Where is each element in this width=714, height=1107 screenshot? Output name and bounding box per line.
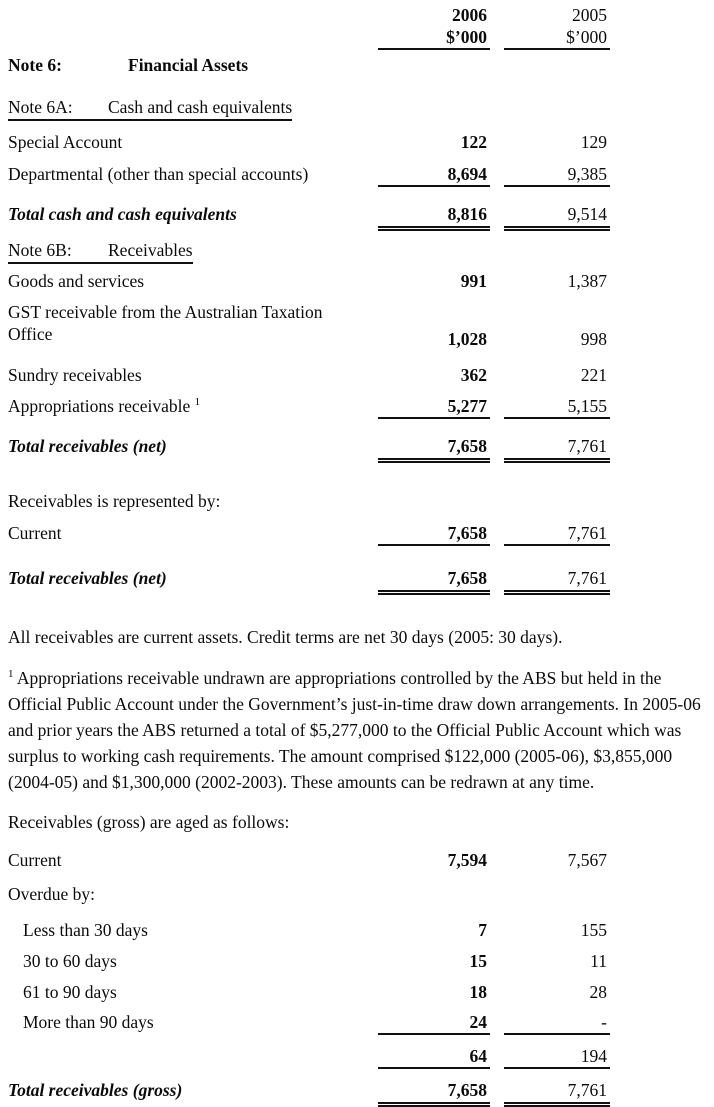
row-label-text: Appropriations receivable	[8, 396, 191, 416]
value-2005: 5,155	[504, 395, 610, 419]
value-2005: 7,761	[504, 435, 610, 463]
note6-heading	[8, 54, 714, 76]
row-label: Departmental (other than special accounts)	[8, 164, 309, 184]
aged-intro: Receivables (gross) are aged as follows:	[8, 812, 290, 832]
value-2006: 1,028	[447, 329, 487, 349]
subtotal-row	[8, 1045, 714, 1069]
note6b-heading	[8, 239, 714, 264]
value-2005: 11	[590, 951, 607, 971]
total-row	[8, 203, 714, 231]
value-2005: 221	[580, 365, 607, 385]
header-year-row	[8, 4, 714, 26]
note6b-title: Receivables	[108, 240, 193, 260]
table-row	[8, 1011, 714, 1035]
header-unit-2006: $’000	[378, 26, 490, 50]
header-unit-2005: $’000	[504, 26, 610, 50]
total-label: Total receivables (net)	[8, 436, 167, 456]
value-2005: 998	[580, 329, 607, 349]
represented-intro: Receivables is represented by:	[8, 491, 221, 511]
row-label-line2: Office	[8, 324, 53, 344]
value-2006: 7,658	[378, 522, 490, 546]
row-label: Special Account	[8, 132, 123, 152]
row-label: Current	[8, 850, 62, 870]
row-label: 61 to 90 days	[23, 982, 117, 1002]
table-row	[8, 849, 714, 871]
value-2006: 18	[469, 982, 487, 1002]
value-2005: 7,567	[567, 850, 607, 870]
row-label: 30 to 60 days	[23, 951, 117, 971]
table-row	[8, 301, 714, 350]
value-2006: 8,694	[378, 163, 490, 187]
total-row	[8, 1079, 714, 1107]
total-row	[8, 567, 714, 595]
table-row	[8, 522, 714, 546]
overdue-label: Overdue by:	[8, 884, 95, 904]
value-2005: 9,514	[504, 203, 610, 231]
row-label: Current	[8, 523, 62, 543]
value-2006: 7,594	[447, 850, 487, 870]
total-label: Total cash and cash equivalents	[8, 204, 237, 224]
header-unit-row	[8, 26, 714, 50]
row-label	[8, 301, 378, 350]
value-2006: 362	[460, 365, 487, 385]
value-2006: 122	[460, 132, 487, 152]
table-row	[8, 364, 714, 386]
value-2005: 194	[504, 1045, 610, 1069]
footnote-number: 1	[8, 668, 14, 681]
note6a-title: Cash and cash equivalents	[108, 97, 293, 117]
row-label: More than 90 days	[23, 1012, 154, 1032]
note6-label: Note 6:	[8, 55, 62, 75]
table-row	[8, 981, 714, 1003]
total-label: Total receivables (net)	[8, 568, 167, 588]
value-2005: 7,761	[504, 1079, 610, 1107]
value-2005: 1,387	[567, 271, 607, 291]
table-row	[8, 270, 714, 292]
value-2006: 7,658	[378, 1079, 490, 1107]
credit-terms-paragraph: All receivables are current assets. Credit terms are net 30 days (2005: 30 days).	[8, 627, 563, 647]
total-label: Total receivables (gross)	[8, 1080, 183, 1100]
value-2005: -	[504, 1011, 610, 1035]
note6-title: Financial Assets	[128, 55, 249, 75]
value-2005: 28	[589, 982, 607, 1002]
footnote-ref-marker: 1	[194, 396, 201, 409]
footnote-text: Appropriations receivable undrawn are appropriations controlled by the ABS but held in the Official Public Account under the Government’s just-in-time draw down arrangements. In 2005-06 and prior years the ABS returned a total of $5,277,000 to the Official Public Account which was surplus to working cash requirements. The amount comprised $122,000 (2005-06), $3,855,000 (2004-05) and $1,300,000 (2002-2003). These amounts can be redrawn at any time.	[8, 668, 701, 792]
row-label	[8, 395, 378, 417]
value-2005: 155	[580, 920, 607, 940]
table-row	[8, 950, 714, 972]
value-2006: 5,277	[378, 395, 490, 419]
value-2006: 15	[469, 951, 487, 971]
note6b-label: Note 6B:	[8, 240, 72, 260]
table-row	[8, 131, 714, 153]
header-year-2006: 2006	[452, 5, 487, 25]
value-2005: 7,761	[504, 567, 610, 595]
value-2006: 7	[478, 920, 487, 940]
total-row	[8, 435, 714, 463]
footnote-paragraph	[8, 665, 710, 795]
value-2006: 8,816	[378, 203, 490, 231]
value-2006: 991	[460, 271, 487, 291]
value-2005: 9,385	[504, 163, 610, 187]
value-2006: 7,658	[378, 567, 490, 595]
note6a-label: Note 6A:	[8, 97, 73, 117]
table-row	[8, 919, 714, 941]
row-label-line1: GST receivable from the Australian Taxation	[8, 302, 323, 322]
row-label: Goods and services	[8, 271, 145, 291]
table-row	[8, 395, 714, 419]
value-2006: 64	[378, 1045, 490, 1069]
header-year-2005: 2005	[572, 5, 607, 25]
row-label: Sundry receivables	[8, 365, 142, 385]
row-label: Less than 30 days	[23, 920, 148, 940]
value-2005: 129	[580, 132, 607, 152]
table-row	[8, 163, 714, 187]
value-2006: 7,658	[378, 435, 490, 463]
value-2006: 24	[378, 1011, 490, 1035]
note6a-heading	[8, 96, 714, 121]
value-2005: 7,761	[504, 522, 610, 546]
